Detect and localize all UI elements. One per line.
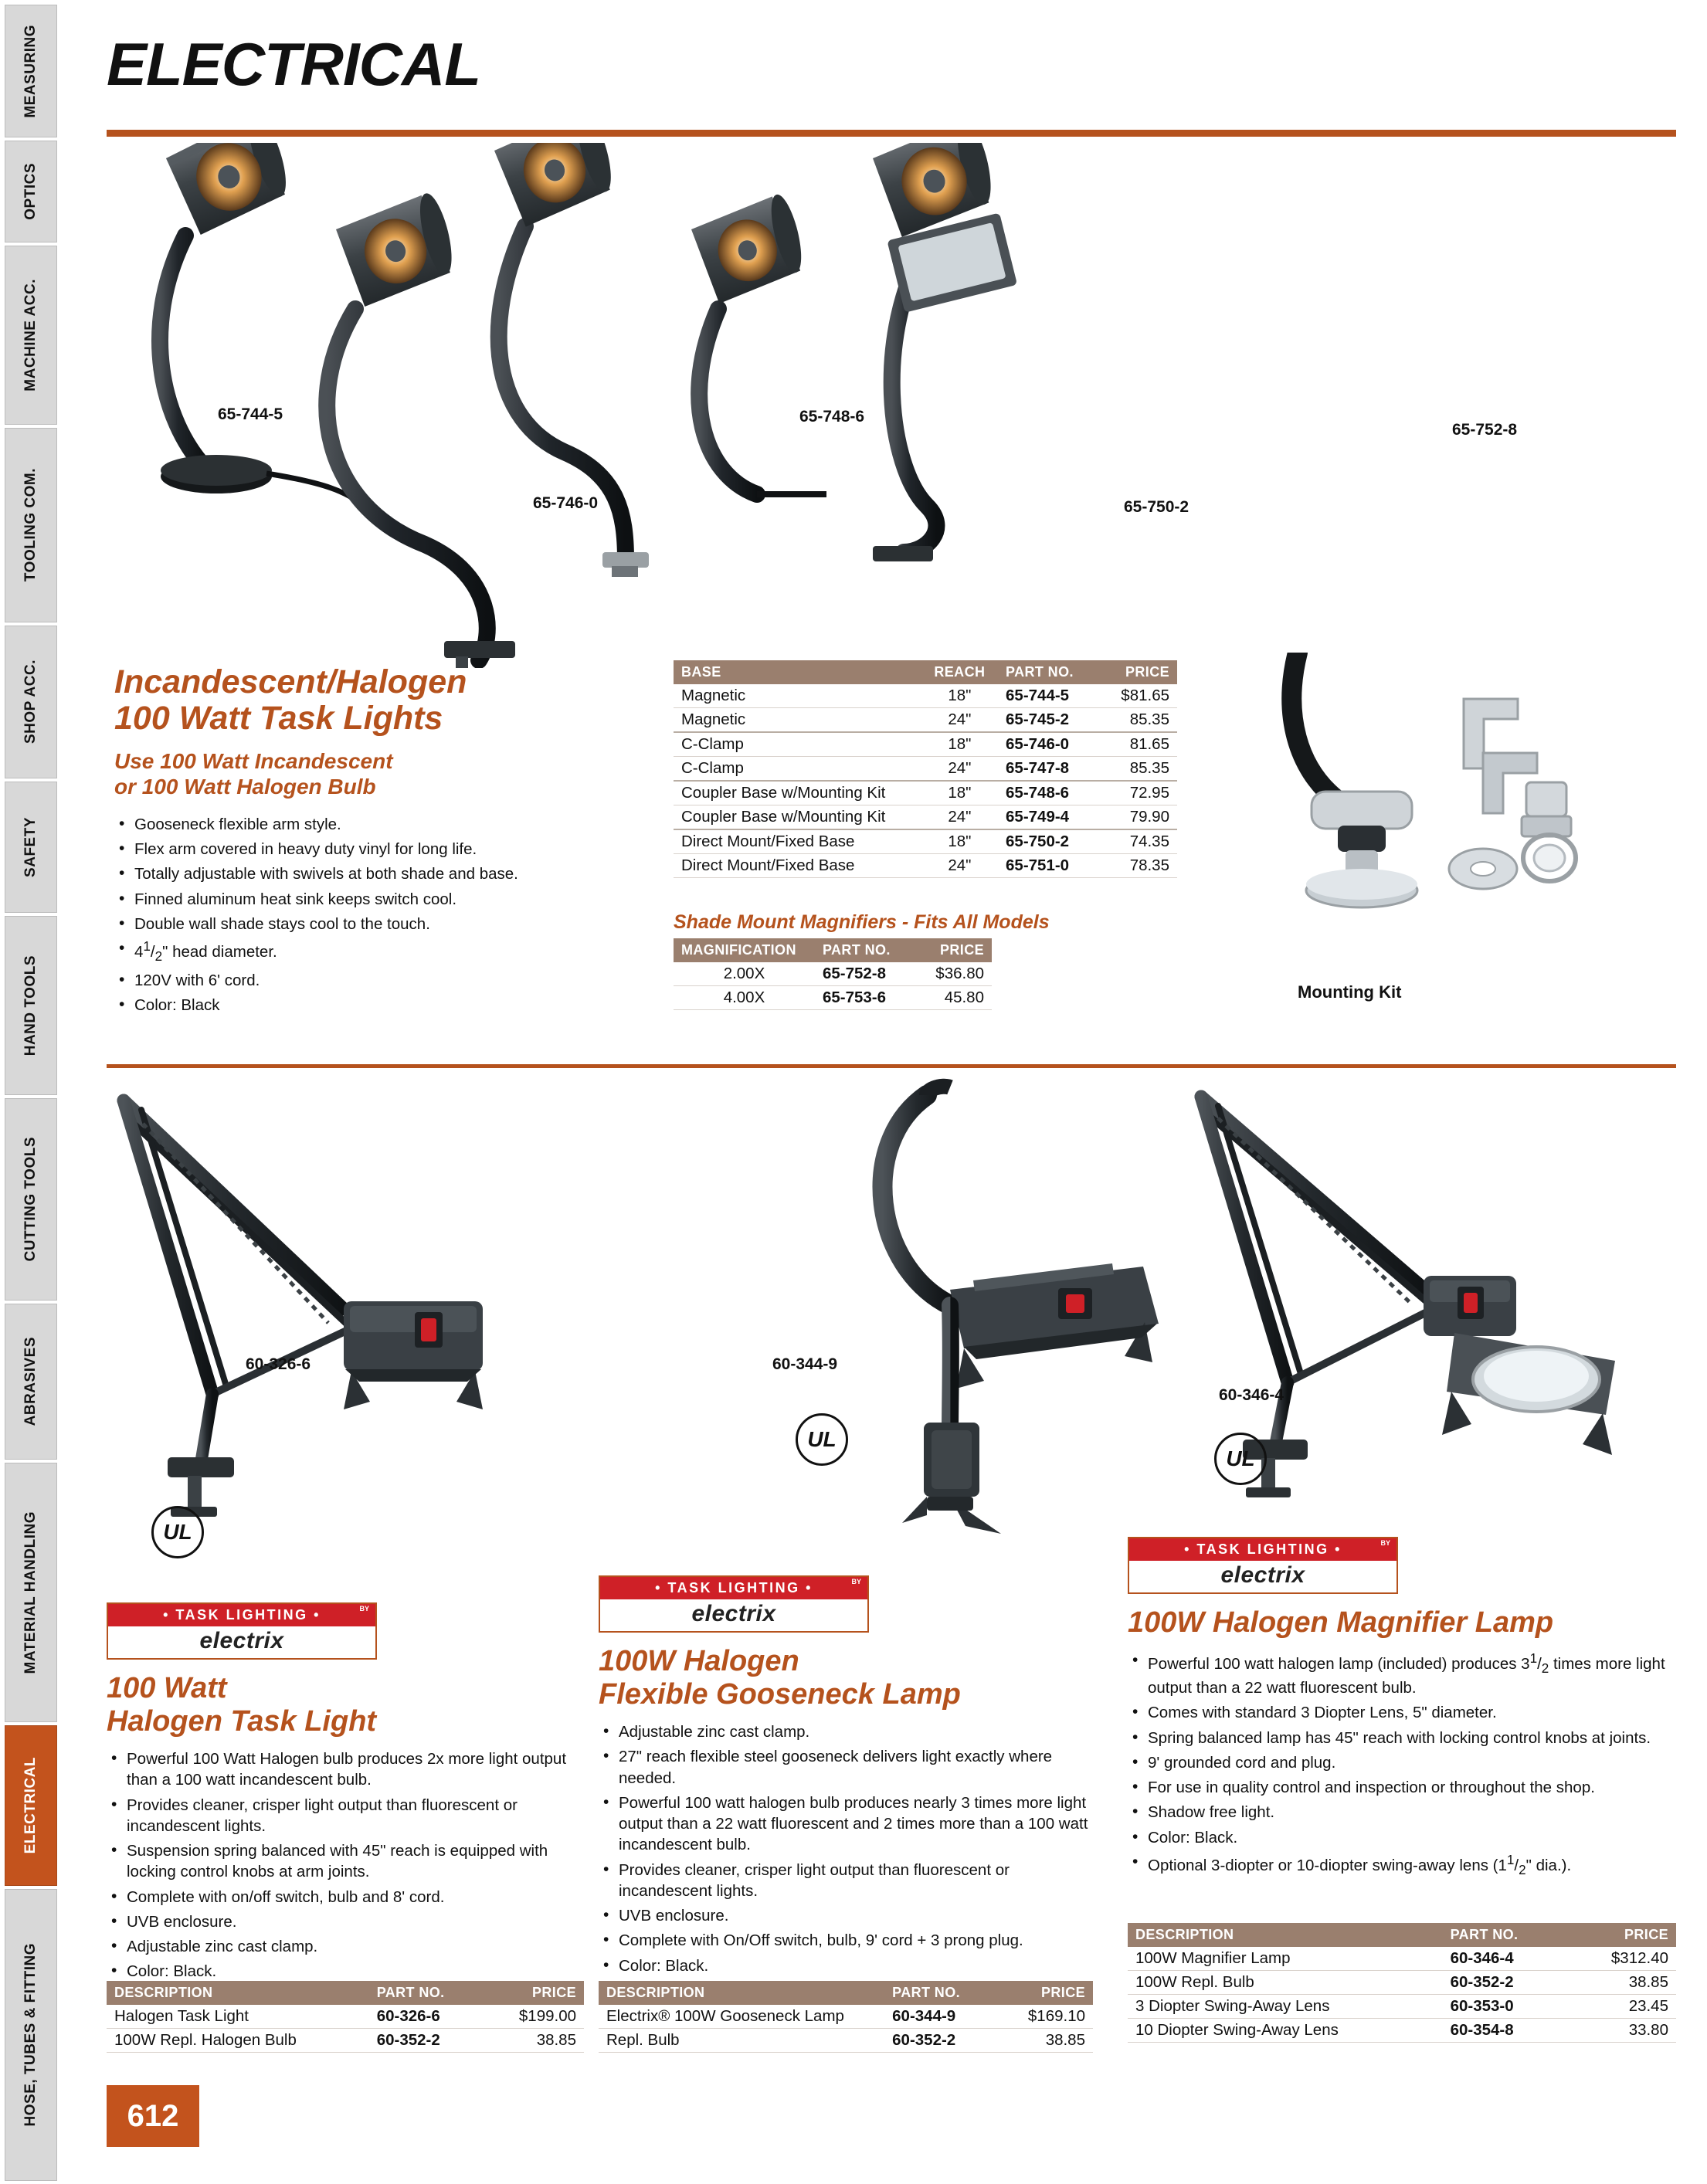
- col-part-no: PART NO.: [1443, 1923, 1576, 1947]
- table-row: C-Clamp 24" 65-747-8 85.35: [674, 757, 1177, 782]
- sidebar-item-material-handling[interactable]: [5, 1463, 57, 1722]
- halogen-task-light-illustration: [97, 1077, 591, 1556]
- mounting-kit-label: Mounting Kit: [1298, 982, 1402, 1002]
- sidebar-rail: [0, 0, 60, 2184]
- list-item: • Gooseneck flexible arm style.: [114, 814, 670, 835]
- table-header-row: [674, 660, 1177, 684]
- table-header-row: [107, 1981, 584, 2005]
- logo-brand: electrix: [199, 1628, 284, 1653]
- task-lights-copy: [114, 664, 670, 1019]
- table-row: 3 Diopter Swing-Away Lens 60-353-0 23.45: [1128, 1995, 1676, 2019]
- col1-bullets: [107, 1748, 585, 1982]
- col-description: DESCRIPTION: [1128, 1923, 1443, 1947]
- logo-bar: • TASK LIGHTING • BY: [600, 1577, 867, 1599]
- list-item: • 27" reach flexible steel gooseneck delivers light exactly where needed.: [599, 1746, 1093, 1789]
- col-description: DESCRIPTION: [107, 1981, 369, 2005]
- col-price: PRICE: [487, 1981, 584, 2005]
- callout-60-344-9: 60-344-9: [772, 1355, 838, 1373]
- table-row: Electrix® 100W Gooseneck Lamp 60-344-9 $169.10: [599, 2005, 1093, 2029]
- table-row: 4.00X 65-753-6 45.80: [674, 986, 992, 1010]
- task-lighting-logo: [107, 1602, 377, 1660]
- col2-bullets: [599, 1721, 1093, 1976]
- table-row: C-Clamp 18" 65-746-0 81.65: [674, 732, 1177, 757]
- list-item: • Suspension spring balanced with 45" reach is equipped with locking control knobs at arm joints.: [107, 1840, 585, 1883]
- list-item: • Double wall shade stays cool to the touch.: [114, 914, 670, 934]
- task-lighting-logo: [1128, 1537, 1398, 1594]
- column-gooseneck-lamp: [599, 1575, 1093, 1980]
- callout-65-750-2: 65-750-2: [1124, 498, 1189, 516]
- list-item: • UVB enclosure.: [599, 1905, 1093, 1926]
- table-row: Magnetic 24" 65-745-2 85.35: [674, 708, 1177, 733]
- sidebar-item-label: ABRASIVES: [22, 1337, 39, 1426]
- table-row: Coupler Base w/Mounting Kit 18" 65-748-6 72.95: [674, 781, 1177, 805]
- list-item: • Complete with On/Off switch, bulb, 9' cord + 3 prong plug.: [599, 1930, 1093, 1951]
- logo-by-text: BY: [851, 1578, 861, 1585]
- table-row: Magnetic 18" 65-744-5 $81.65: [674, 684, 1177, 708]
- magnifier-lamp-illustration: [1116, 1073, 1649, 1552]
- list-item: • Powerful 100 watt halogen bulb produces nearly 3 times more light output than a 22 watt fluorescent and 2 times more than a 100 watt incandescent bulb.: [599, 1792, 1093, 1856]
- sidebar-item-cutting-tools[interactable]: [5, 1098, 57, 1301]
- list-item: • $4^1/_2$" head diameter.: [114, 938, 670, 966]
- title-divider: [107, 130, 1676, 137]
- list-item: • Spring balanced lamp has 45" reach with locking control knobs at joints.: [1128, 1728, 1678, 1748]
- sidebar-item-label: CUTTING TOOLS: [22, 1137, 39, 1262]
- logo-by-text: BY: [359, 1605, 369, 1613]
- col3-bullets: [1128, 1650, 1678, 1880]
- list-item: • Complete with on/off switch, bulb and 8' cord.: [107, 1887, 585, 1908]
- table-row: Halogen Task Light 60-326-6 $199.00: [107, 2005, 584, 2029]
- sidebar-item-label: TOOLING COM.: [22, 468, 39, 582]
- list-item: • Color: Black.: [1128, 1827, 1678, 1848]
- ul-listed-icon: [1214, 1433, 1267, 1485]
- list-item: • Adjustable zinc cast clamp.: [599, 1721, 1093, 1742]
- column-magnifier-lamp: [1128, 1537, 1678, 1884]
- col-price: PRICE: [998, 1981, 1093, 2005]
- list-item: • Optional 3-diopter or 10-diopter swing-away lens ($1^1/_2$" dia.).: [1128, 1852, 1678, 1880]
- col1-table: [107, 1981, 584, 2053]
- task-light-illustrations: [93, 143, 1676, 668]
- sidebar-item-label: ELECTRICAL: [22, 1757, 39, 1854]
- list-item: • Provides cleaner, crisper light output than fluorescent or incandescent lights.: [107, 1795, 585, 1837]
- col-part-no: PART NO.: [815, 938, 913, 962]
- logo-bar: • TASK LIGHTING • BY: [108, 1604, 375, 1626]
- table-row: 10 Diopter Swing-Away Lens 60-354-8 33.80: [1128, 2019, 1676, 2043]
- list-item: • Comes with standard 3 Diopter Lens, 5" diameter.: [1128, 1702, 1678, 1723]
- list-item: • Totally adjustable with swivels at both shade and base.: [114, 863, 670, 884]
- col-part-no: PART NO.: [884, 1981, 998, 2005]
- sidebar-item-safety[interactable]: [5, 782, 57, 913]
- table-header-row: [674, 938, 992, 962]
- list-item: • Powerful 100 Watt Halogen bulb produces 2x more light output than a 100 watt incandescent bulb.: [107, 1748, 585, 1791]
- logo-by-text: BY: [1380, 1539, 1390, 1547]
- list-item: • For use in quality control and inspection or throughout the shop.: [1128, 1777, 1678, 1798]
- sidebar-item-label: MACHINE ACC.: [22, 279, 39, 392]
- task-lights-table: [674, 660, 1177, 878]
- list-item: • UVB enclosure.: [107, 1911, 585, 1932]
- table-header-row: [599, 1981, 1093, 2005]
- sidebar-item-shop-acc[interactable]: [5, 626, 57, 778]
- table-row: Coupler Base w/Mounting Kit 24" 65-749-4 79.90: [674, 805, 1177, 830]
- column-halogen-task-light: [107, 1602, 585, 1986]
- callout-65-744-5: 65-744-5: [218, 405, 283, 423]
- sidebar-item-label: SHOP ACC.: [22, 660, 39, 744]
- magnifier-table: [674, 938, 992, 1010]
- col-price: PRICE: [1575, 1923, 1676, 1947]
- col1-heading: 100 Watt Halogen Task Light: [107, 1672, 377, 1738]
- sidebar-item-label: OPTICS: [22, 163, 39, 220]
- table-row: 100W Magnifier Lamp 60-346-4 $312.40: [1128, 1947, 1676, 1971]
- sidebar-item-label: MEASURING: [22, 24, 39, 118]
- sidebar-item-label: HOSE, TUBES & FITTING: [22, 1943, 39, 2127]
- table-row: 2.00X 65-752-8 $36.80: [674, 962, 992, 986]
- col-part-no: PART NO.: [998, 660, 1098, 684]
- sidebar-item-hose-tubes-fitting[interactable]: [5, 1889, 57, 2181]
- list-item: • 9' grounded cord and plug.: [1128, 1752, 1678, 1773]
- list-item: • 120V with 6' cord.: [114, 970, 670, 991]
- table-header-row: [1128, 1923, 1676, 1947]
- ul-listed-icon: [796, 1413, 848, 1466]
- col-description: DESCRIPTION: [599, 1981, 884, 2005]
- callout-65-752-8: 65-752-8: [1452, 421, 1518, 439]
- callout-60-346-4: 60-346-4: [1219, 1386, 1284, 1404]
- sidebar-item-label: MATERIAL HANDLING: [22, 1511, 39, 1674]
- table-row: Repl. Bulb 60-352-2 38.85: [599, 2029, 1093, 2053]
- sidebar-item-tooling-com[interactable]: [5, 428, 57, 622]
- ul-listed-icon: [151, 1506, 204, 1558]
- sidebar-item-hand-tools[interactable]: [5, 916, 57, 1095]
- logo-brand: electrix: [1220, 1562, 1305, 1588]
- callout-65-746-0: 65-746-0: [533, 494, 599, 512]
- list-item: • Powerful 100 watt halogen lamp (included) produces $3^1/_2$ times more light output than a 22 watt fluorescent bulb.: [1128, 1650, 1678, 1699]
- col3-table: [1128, 1923, 1676, 2043]
- logo-brand: electrix: [691, 1601, 776, 1626]
- col-price: PRICE: [913, 938, 992, 962]
- col-magnification: MAGNIFICATION: [674, 938, 815, 962]
- gooseneck-lamp-illustration: [695, 1073, 1174, 1568]
- callout-65-748-6: 65-748-6: [799, 408, 865, 426]
- sidebar-item-abrasives[interactable]: [5, 1304, 57, 1460]
- callout-60-326-6: 60-326-6: [246, 1355, 311, 1373]
- task-lighting-logo: [599, 1575, 869, 1633]
- col-reach: REACH: [921, 660, 998, 684]
- col-base: BASE: [674, 660, 921, 684]
- sidebar-item-label: SAFETY: [22, 817, 39, 877]
- list-item: • Provides cleaner, crisper light output than fluorescent or incandescent lights.: [599, 1860, 1093, 1902]
- list-item: • Color: Black: [114, 995, 670, 1016]
- sidebar-item-label: HAND TOOLS: [22, 955, 39, 1056]
- col-price: PRICE: [1098, 660, 1177, 684]
- list-item: • Shadow free light.: [1128, 1802, 1678, 1823]
- col-part-no: PART NO.: [369, 1981, 487, 2005]
- list-item: • Adjustable zinc cast clamp.: [107, 1936, 585, 1957]
- sidebar-item-electrical[interactable]: [5, 1725, 57, 1886]
- task-lights-bullets: [114, 814, 670, 1016]
- list-item: • Finned aluminum heat sink keeps switch cool.: [114, 889, 670, 910]
- col2-heading: 100W Halogen Flexible Gooseneck Lamp: [599, 1645, 961, 1711]
- sidebar-item-optics[interactable]: [5, 141, 57, 242]
- magnifier-heading: Shade Mount Magnifiers - Fits All Models: [674, 911, 1050, 933]
- page-title: ELECTRICAL: [107, 30, 480, 98]
- logo-bar: • TASK LIGHTING • BY: [1129, 1538, 1396, 1561]
- page-number: 612: [107, 2085, 199, 2147]
- task-lights-heading: Incandescent/Halogen 100 Watt Task Lights: [114, 663, 467, 738]
- section-divider: [107, 1064, 1676, 1068]
- table-row: 100W Repl. Bulb 60-352-2 38.85: [1128, 1971, 1676, 1995]
- list-item: • Color: Black.: [599, 1955, 1093, 1976]
- sidebar-item-machine-acc[interactable]: [5, 246, 57, 425]
- list-item: • Color: Black.: [107, 1961, 585, 1982]
- mounting-kit-illustration: [1251, 653, 1614, 977]
- list-item: • Flex arm covered in heavy duty vinyl for long life.: [114, 839, 670, 860]
- task-lights-subheading: Use 100 Watt Incandescent or 100 Watt Halogen Bulb: [114, 748, 393, 799]
- col3-heading: 100W Halogen Magnifier Lamp: [1128, 1606, 1554, 1639]
- table-row: Direct Mount/Fixed Base 24" 65-751-0 78.35: [674, 854, 1177, 878]
- table-row: 100W Repl. Halogen Bulb 60-352-2 38.85: [107, 2029, 584, 2053]
- sidebar-item-measuring[interactable]: [5, 5, 57, 137]
- col2-table: [599, 1981, 1093, 2053]
- table-row: Direct Mount/Fixed Base 18" 65-750-2 74.35: [674, 829, 1177, 854]
